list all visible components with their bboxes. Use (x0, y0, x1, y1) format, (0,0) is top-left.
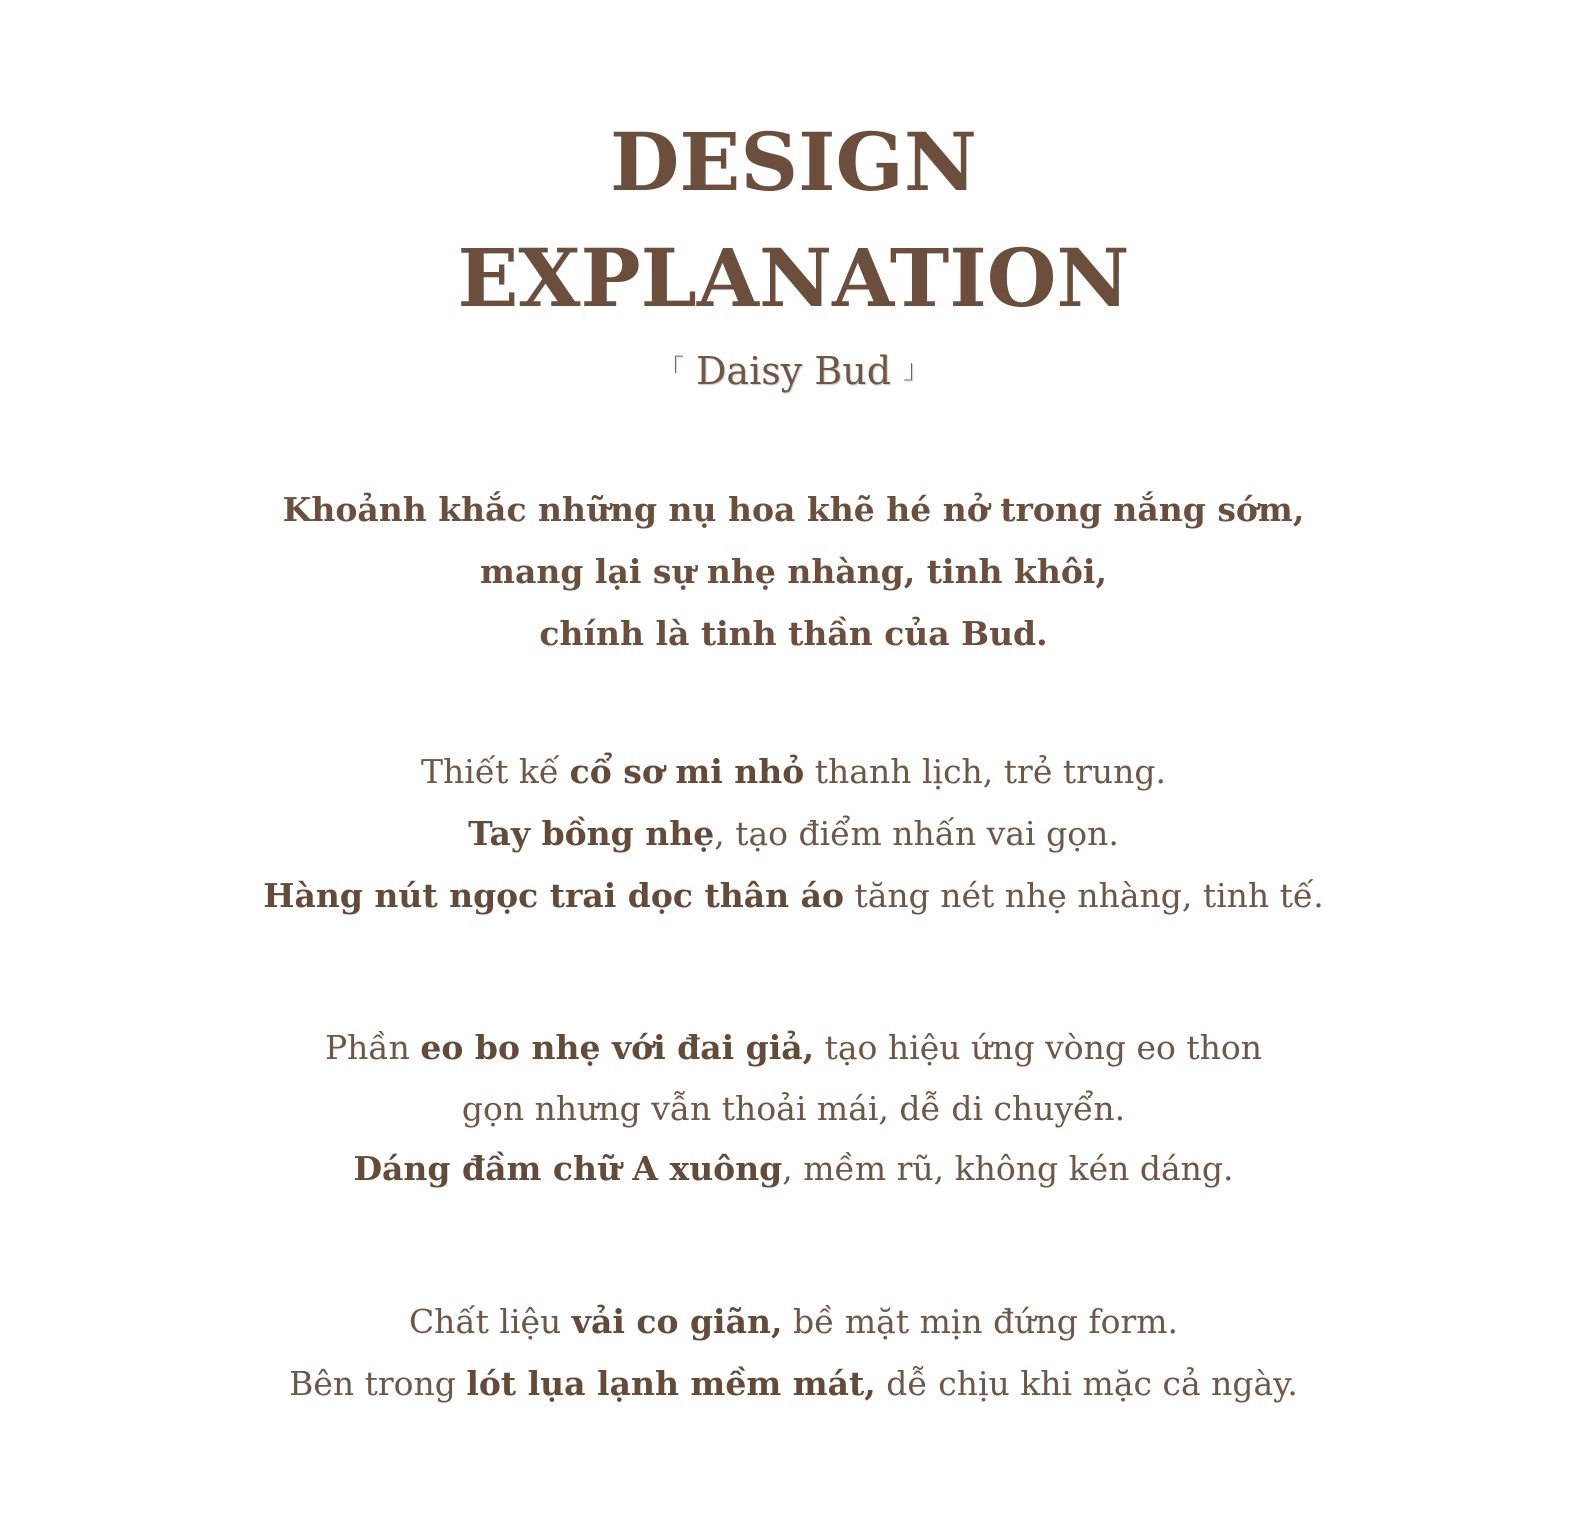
section2-line-3 (0, 1149, 1587, 1189)
product-name-text: Daisy Bud (695, 349, 892, 393)
section1-line-3 (0, 876, 1587, 916)
intro-line-2: mang lại sự nhẹ nhàng, tinh khôi, (480, 552, 1107, 591)
page-title-line-1: DESIGN (610, 115, 977, 209)
section3-line-2-text-a: Bên trong (289, 1364, 467, 1403)
section1-line-1-text-c: thanh lịch, trẻ trung. (804, 752, 1166, 791)
section1-line-2-highlight: Tay bồng nhẹ (468, 814, 715, 853)
section2-line-1 (0, 1028, 1587, 1068)
section2-line-3-text-c: , mềm rũ, không kén dáng. (782, 1149, 1234, 1188)
close-bracket: 」 (903, 355, 930, 385)
section1-line-1-highlight: cổ sơ mi nhỏ (569, 752, 805, 791)
section3-line-1-text-a: Chất liệu (408, 1302, 572, 1341)
section3-line-2 (0, 1364, 1587, 1404)
section2-line-1-text-a: Phần (324, 1028, 421, 1067)
section3-line-1-text-c: bề mặt mịn đứng form. (782, 1302, 1179, 1341)
section1-line-3-highlight: Hàng nút ngọc trai dọc thân áo (263, 876, 844, 915)
section1-line-1 (0, 752, 1587, 792)
section1-line-1-text-a: Thiết kế (421, 752, 570, 791)
intro-line-1: Khoảnh khắc những nụ hoa khẽ hé nở trong nắng sớm, (282, 490, 1305, 529)
section2-line-1-highlight: eo bo nhẹ với đai giả, (420, 1028, 815, 1067)
section2-line-3-highlight: Dáng đầm chữ A xuông (353, 1149, 783, 1188)
section2-line-2: gọn nhưng vẫn thoải mái, dễ di chuyển. (461, 1089, 1126, 1128)
section1-line-3-text-c: tăng nét nhẹ nhàng, tinh tế. (843, 876, 1324, 915)
section1-line-2-text-c: , tạo điểm nhấn vai gọn. (714, 814, 1119, 853)
page-title-line-2: EXPLANATION (457, 231, 1130, 325)
section2-line-1-text-c: tạo hiệu ứng vòng eo thon (814, 1028, 1263, 1067)
section1-line-2 (0, 814, 1587, 854)
section3-line-2-highlight: lót lụa lạnh mềm mát, (466, 1364, 876, 1403)
section3-line-2-text-c: dễ chịu khi mặc cả ngày. (875, 1364, 1298, 1403)
section3-line-1 (0, 1302, 1587, 1342)
product-name (0, 348, 1587, 393)
section3-line-1-highlight: vải co giãn, (571, 1302, 783, 1341)
intro-line-3: chính là tinh thần của Bud. (539, 614, 1048, 653)
open-bracket: 「 (657, 355, 684, 385)
